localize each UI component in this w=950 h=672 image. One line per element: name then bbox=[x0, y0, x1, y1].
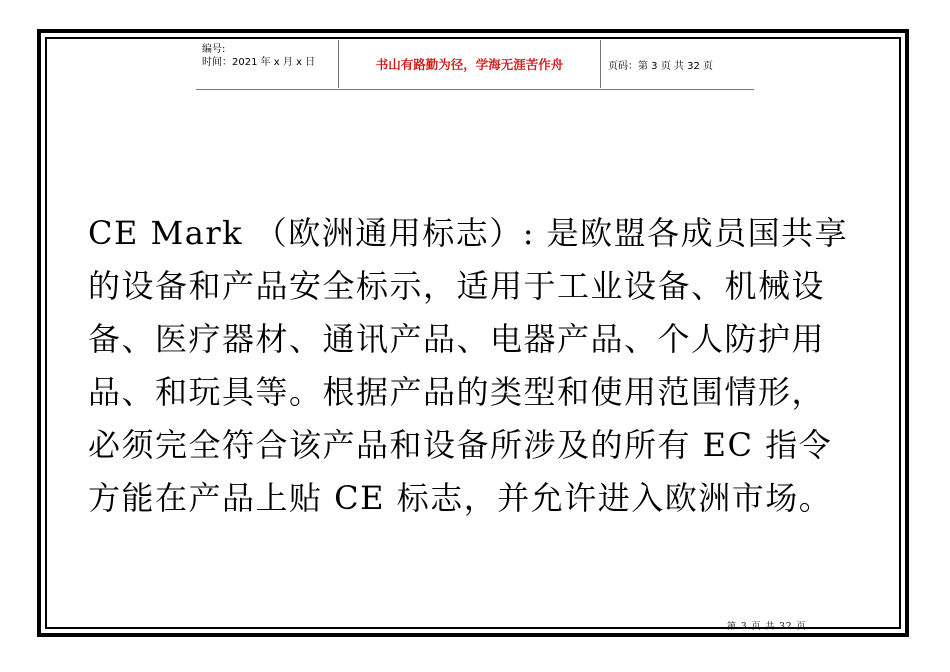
paragraph-line: 备、医疗器材、通讯产品、电器产品、个人防护用 bbox=[88, 320, 826, 358]
paragraph-line: 的设备和产品安全标示，适用于工业设备、机械设 bbox=[88, 267, 826, 305]
document-number-label: 编号: bbox=[202, 44, 226, 55]
paragraph-line: 必须完全符合该产品和设备所涉及的所有 EC 指令 bbox=[88, 426, 833, 464]
document-header bbox=[196, 40, 754, 90]
paragraph-line: 方能在产品上贴 CE 标志，并允许进入欧洲市场。 bbox=[88, 479, 833, 517]
header-page-code: 页码：第 3 页 共 32 页 bbox=[608, 60, 713, 72]
document-date-label: 时间：2021 年 x 月 x 日 bbox=[202, 57, 316, 68]
paragraph-line: 品、和玩具等。根据产品的类型和使用范围情形， bbox=[88, 373, 826, 411]
header-motto: 书山有路勤为径，学海无涯苦作舟 bbox=[339, 40, 601, 88]
main-paragraph bbox=[88, 207, 868, 525]
header-meta-cell bbox=[196, 40, 339, 88]
paragraph-line: CE Mark （欧洲通用标志）: 是欧盟各成员国共享 bbox=[88, 214, 849, 252]
page-footer: 第 3 页 共 32 页 bbox=[727, 622, 807, 632]
